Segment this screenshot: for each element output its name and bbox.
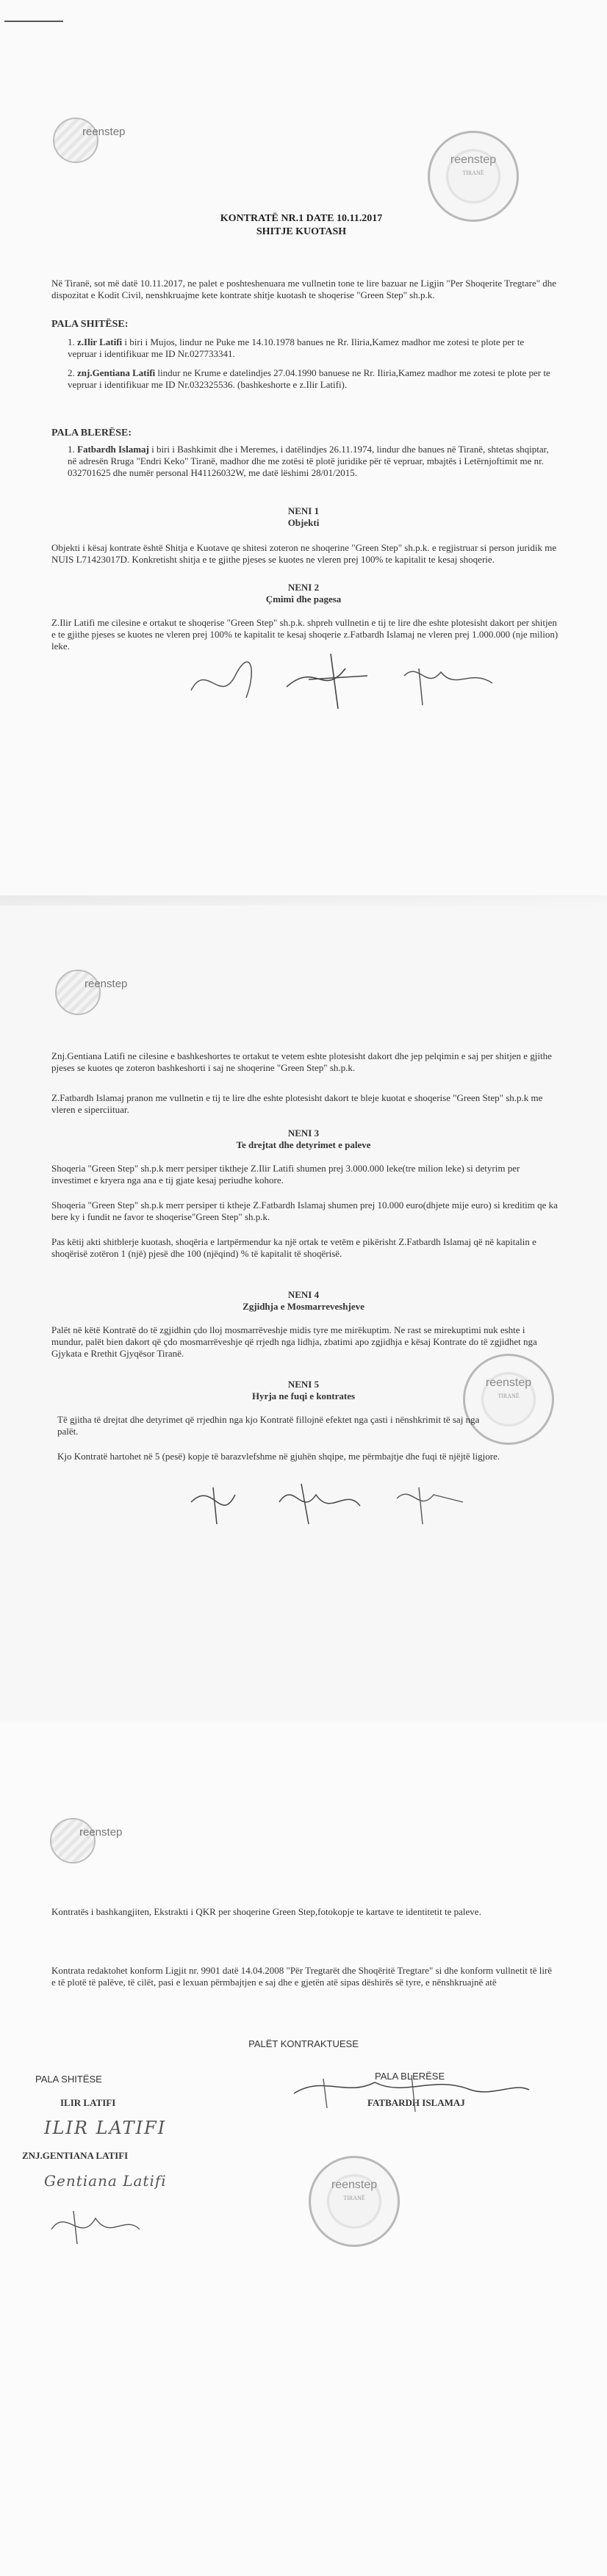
article-5-number: NENI 5: [287, 1379, 320, 1390]
seller-1-name: z.Ilir Latifi: [77, 336, 123, 347]
contract-subtitle: SHITJE KUOTASH: [256, 226, 347, 237]
buyer-entry: 1. Fatbardh Islamaj i biri i Bashkimit dhe i Meremes, i datëlindjes 26.11.1974, lindur dhe banues në Tiranë, shtetas shqiptar, në adresën Rruga "Endri Keko" Tiranë, madhor dhe me zotësi të plotë juridike për të vepruar, mbajtës i Letërnjoftimit me nr. 032701625 dhe numër personal H41126032W, me datë lëshimi 28/01/2015.: [68, 444, 549, 478]
buyer-heading: PALA BLERËSE:: [51, 427, 132, 439]
logo-emblem-icon: [50, 1818, 96, 1864]
stamp-brand: reenstep: [485, 1377, 532, 1389]
document-page-2: [0, 900, 607, 1722]
article-3-text-2: Shoqeria "Green Step" sh.p.k merr persiper ti ktheje Z.Fatbardh Islamaj shumen prej 10.000 euro(dhjete mije euro) si kreditim qe ka bere ky i fundit ne favor te shoqerise"Green Step" sh.p.k.: [51, 1199, 558, 1222]
seller-2-name: ZNJ.GENTIANA LATIFI: [22, 2150, 129, 2161]
company-stamp: [428, 131, 519, 222]
sellers-heading: PALA SHITËSE:: [51, 319, 129, 330]
article-3-number: NENI 3: [287, 1128, 320, 1139]
page-fold-shadow: [0, 895, 607, 906]
signatures-page-2: [184, 1473, 536, 1531]
seller-1-handwritten-name: ILIR LATIFI: [44, 2118, 167, 2138]
article-1-title: Objekti: [287, 517, 320, 528]
seller-2-handwritten-name: Gentiana Latifi: [44, 2172, 167, 2190]
article-2-title: Çmimi dhe pagesa: [265, 594, 342, 605]
article-3-title: Te drejtat dhe detyrimet e paleve: [236, 1139, 371, 1150]
document-page-3: [0, 1722, 607, 2576]
article-4-text: Palët në këtë Kontratë do të zgjidhin çdo lloj mosmarrëveshje midis tyre me mirëkuptim. Ne rast se mirekuptimi nuk eshte i mundur, palët bien dakort që çdo mosmarrëveshje që rrjedh nga lidhja, zbatimi apo zgjidhja e kësaj Kontrate do të zgjidhet nga Gjykata e Rrethit Gjyqësor Tiranë.: [51, 1324, 537, 1359]
stamp-brand: reenstep: [450, 154, 497, 166]
buyer-acceptance-paragraph: Z.Fatbardh Islamaj pranon me vullnetin e tij te lire dhe eshte plotesisht dakort te bleje kuotat e shoqerise "Green Step" sh.p.k me vleren e siperciituar.: [51, 1092, 543, 1115]
article-4-title: Zgjidhja e Mosmarreveshjeve: [243, 1301, 364, 1312]
document-page-1: [0, 0, 607, 900]
article-5-text-2: Kjo Kontratë hartohet në 5 (pesë) kopje të barazvlefshme në gjuhën shqipe, me përmbajtje dhe fuqi të njëjtë ligjore.: [57, 1451, 500, 1462]
buyer-signature: [279, 2068, 573, 2119]
seller-label: PALA SHITËSE: [35, 2074, 102, 2085]
buyer-name: Fatbardh Islamaj: [77, 444, 149, 455]
logo-text: reenstep: [82, 126, 126, 138]
article-2-text: Z.Ilir Latifi me cilesine e ortakut te shoqerise "Green Step" sh.p.k. shpreh vullnetin e tij te lire dhe eshte plotesisht dakort per shitjen e te gjithe pjeses se kuotes ne vleren prej 100% te kapitalit te kesaj shoqerie z.Fatbardh Islamaj ne vleren prej 1.000.000 (nje milion) leke.: [51, 617, 558, 652]
signatures-page-1: [176, 646, 529, 712]
stamp-sub: TIRANË: [498, 1393, 520, 1399]
intro-paragraph: Në Tiranë, sot më datë 10.11.2017, ne palet e poshteshenuara me vullnetin tone te lire bazuar ne Ligjin "Per Shoqerite Tregtare" dhe dispozitat e Kodit Civil, nenshkruajme kete kontrate shitje kuotash te shoqerise "Green Step" sh.p.k.: [51, 278, 557, 300]
seller-2-details: lindur ne Krume e datelindjes 27.04.1990 banuese ne Rr. Iliria,Kamez madhor me zotesi te plote per te vepruar i identifikuar me ID Nr.032325536. (bashkeshorte e z.Ilir Latifi).: [68, 367, 550, 390]
attachments-paragraph: Kontratës i bashkangjiten, Ekstrakti i QKR per shoqerine Green Step,fotokopje te kartave te identitetit te paleve.: [51, 1906, 481, 1917]
contract-title: KONTRATË NR.1 DATE 10.11.2017: [220, 213, 383, 224]
logo-emblem-icon: [55, 970, 101, 1015]
stamp-brand: reenstep: [331, 2179, 378, 2191]
parties-heading: PALËT KONTRAKTUESE: [248, 2038, 359, 2049]
article-3-text-1: Shoqeria "Green Step" sh.p.k merr persiper tiktheje Z.Ilir Latifi shumen prej 3.000.000 leke(tre milion leke) si detyrim per investimet e kryera nga ana e tij gjate kesaj periudhe kohore.: [51, 1163, 520, 1186]
article-5-title: Hyrja ne fuqi e kontrates: [251, 1390, 356, 1401]
article-5-text-1: Të gjitha të drejtat dhe detyrimet që rrjedhin nga kjo Kontratë fillojnë efektet nga çasti i nënshkrimit të saj nga palët.: [57, 1414, 480, 1437]
seller-2-entry: 2. znj.Gentiana Latifi lindur ne Krume e datelindjes 27.04.1990 banuese ne Rr. Iliria,Kamez madhor me zotesi te plote per te vepruar i identifikuar me ID Nr.032325536. (bashkeshorte e z.Ilir Latifi).: [68, 367, 550, 390]
logo-emblem-icon: [53, 118, 98, 163]
company-logo: [55, 970, 151, 1012]
buyer-1-name: FATBARDH ISLAMAJ: [367, 2097, 465, 2108]
buyer-details: i biri i Bashkimit dhe i Meremes, i datëlindjes 26.11.1974, lindur dhe banues në Tiranë, shtetas shqiptar, në adresën Rruga "Endri Keko" Tiranë, madhor dhe me zotësi të plotë juridike për të vepruar, mbajtës i Letërnjoftimit me nr. 032701625 dhe numër personal H41126032W, me datë lëshimi 28/01/2015.: [68, 444, 549, 478]
seller-2-signature: [44, 2200, 147, 2251]
seller-2-name: znj.Gentiana Latifi: [77, 367, 156, 378]
consent-paragraph: Znj.Gentiana Latifi ne cilesine e bashkeshortes te ortakut te vetem eshte plotesisht dakort dhe jep pelqimin e saj per shitjen e gjithe pjeses se kuotes qe zoteron bashkeshorti i saj ne shoqerine "Green Step" sh.p.k.: [51, 1050, 552, 1073]
logo-text: reenstep: [79, 1826, 123, 1839]
seller-1-entry: 1. z.Ilir Latifi i biri i Mujos, lindur ne Puke me 14.10.1978 banues ne Rr. Iliria,Kamez madhor me zotesi te plote per te vepruar i identifikuar me ID Nr.027733341.: [68, 336, 525, 359]
company-stamp: [309, 2156, 400, 2247]
buyer-label: PALA BLERËSE: [375, 2071, 445, 2082]
company-logo: [53, 118, 148, 160]
scan-mark: [4, 21, 63, 22]
legal-basis-paragraph: Kontrata redaktohet konform Ligjit nr. 9901 datë 14.04.2008 "Për Tregtarët dhe Shoqëritë Tregtare" si dhe konform vullnetit të lirë e të plotë të palëve, të cilët, pasi e lexuan përmbajtjen e saj dhe e gjetën atë sipas dëshirës së tyre, e nënshkruajnë atë: [51, 1965, 553, 1988]
article-3-text-3: Pas këtij akti shitblerje kuotash, shoqëria e lartpërmendur ka një ortak te vetëm e pikërisht Z.Fatbardh Islamaj që në kapitalin e shoqërisë zotëron 1 (një) pjesë dhe 100 (njëqind) % të kapitalit të shoqërisë.: [51, 1236, 536, 1259]
article-4-number: NENI 4: [287, 1289, 320, 1300]
seller-1-details: i biri i Mujos, lindur ne Puke me 14.10.1978 banues ne Rr. Iliria,Kamez madhor me zotesi te plote per te vepruar i identifikuar me ID Nr.027733341.: [68, 336, 525, 359]
article-1-text: Objekti i kësaj kontrate është Shitja e Kuotave qe shitesi zoteron ne shoqerine "Green Step" sh.p.k. e regjistruar si person juridik me NUIS L71423017D. Konkretisht shitja e te gjithe pjeses se kuotes ne vleren prej 100% te kapitalit te kesaj shoqerie.: [51, 542, 557, 565]
company-logo: [50, 1818, 146, 1861]
article-1-number: NENI 1: [287, 505, 320, 516]
stamp-sub: TIRANË: [343, 2195, 365, 2201]
stamp-sub: TIRANË: [462, 170, 484, 176]
logo-text: reenstep: [85, 978, 128, 990]
seller-1-name: ILIR LATIFI: [60, 2097, 116, 2108]
article-2-number: NENI 2: [287, 582, 320, 593]
